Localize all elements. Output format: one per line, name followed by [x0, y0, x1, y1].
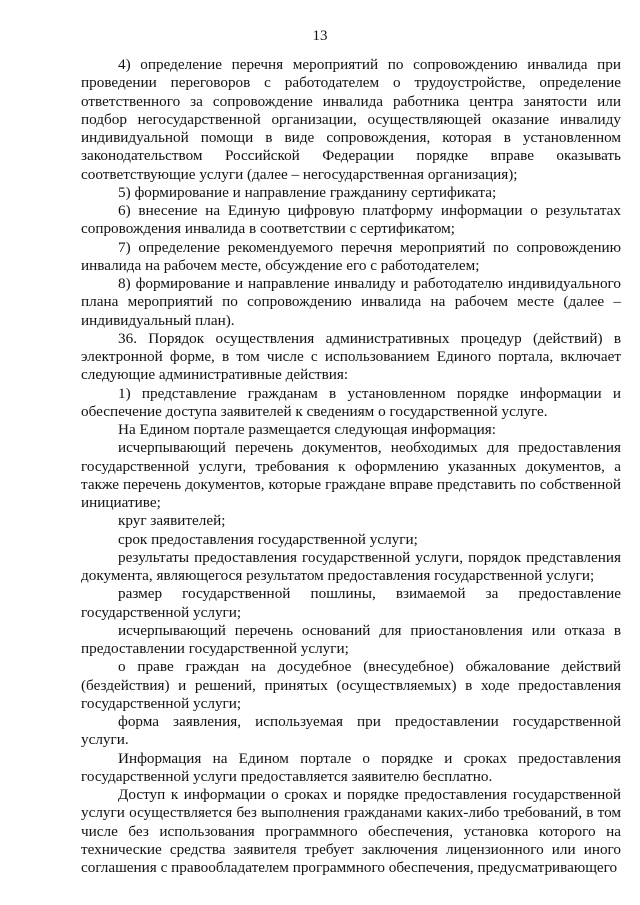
- paragraph-applicants: круг заявителей;: [118, 512, 226, 530]
- paragraph-section-36: 36. Порядок осуществления административных процедур (действий) в электронной форме, в том числе с использованием Единого портала, включает следующие административные действия:: [81, 329, 621, 384]
- document-body: [81, 56, 621, 877]
- paragraph-item-5: 5) формирование и направление гражданину сертификата;: [118, 183, 497, 201]
- paragraph-item-6: 6) внесение на Единую цифровую платформу информации о результатах сопровождения инвалида в соответствии с сертификатом;: [81, 202, 621, 238]
- paragraph-appeal-right: о праве граждан на досудебное (внесудебное) обжалование действий (бездействия) и решений, принятых (осуществляемых) в ходе предоставления государственной услуги;: [81, 658, 621, 712]
- paragraph-portal-info-intro: На Едином портале размещается следующая информация:: [118, 421, 496, 438]
- paragraph-documents-list: исчерпывающий перечень документов, необходимых для предоставления государственной услуги, требования к оформлению указанных документов, а также перечень документов, которые граждане вправе представить по собственной инициативе;: [81, 439, 621, 511]
- paragraph-item-7: 7) определение рекомендуемого перечня мероприятий по сопровождению инвалида на рабочем месте, обсуждение его с работодателем;: [81, 238, 621, 274]
- paragraph-application-form: форма заявления, используемая при предоставлении государственной услуги.: [81, 713, 621, 749]
- paragraph-item-1: 1) представление гражданам в установленном порядке информации и обеспечение доступа заявителей к сведениям о государственной услуге.: [81, 384, 621, 420]
- paragraph-refusal-grounds: исчерпывающий перечень оснований для приостановления или отказа в предоставлении государственной услуги;: [81, 621, 621, 657]
- paragraph-state-fee: размер государственной пошлины, взимаемой за предоставление государственной услуги;: [81, 585, 621, 621]
- page-number: 13: [312, 28, 328, 44]
- paragraph-access-conditions: Доступ к информации о сроках и порядке предоставления государственной услуги осуществляется без выполнения гражданами каких-либо требований, в том числе без использования программного обеспечения, установка которого на технические средства заявителя требует заключения лицензионного или иного соглашения с правообладателем программного обеспечения, предусматривающего: [81, 786, 621, 876]
- paragraph-item-4: 4) определение перечня мероприятий по сопровождению инвалида при проведении переговоров с работодателем о трудоустройстве, определение ответственного за сопровождение инвалида работника центра занятости или подбор негосударственной организации, осуществляющей оказание инвалиду индивидуальной помощи в виде сопровождения, которая в установленном законодательством Российской Федерации порядке вправе оказывать соответствующие услуги (далее – негосударственная организация);: [81, 56, 621, 183]
- paragraph-service-results: результаты предоставления государственной услуги, порядок представления документа, являющегося результатом предоставления государственной услуги;: [81, 548, 621, 584]
- paragraph-free-information: Информация на Едином портале о порядке и сроках предоставления государственной услуги предоставляется заявителю бесплатно.: [81, 749, 621, 785]
- paragraph-item-8: 8) формирование и направление инвалиду и работодателю индивидуального плана мероприятий по сопровождению инвалида на рабочем месте (далее – индивидуальный план).: [81, 275, 621, 329]
- paragraph-service-term: срок предоставления государственной услуги;: [118, 530, 418, 548]
